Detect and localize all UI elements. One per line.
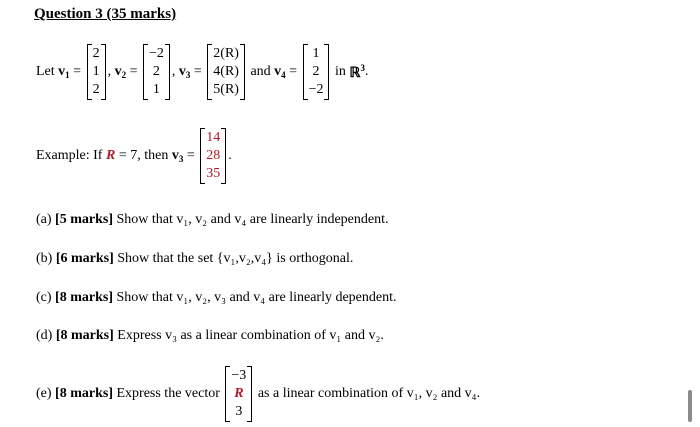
v1-vector: [87, 44, 106, 100]
v1-label: $v_1$: [58, 64, 70, 80]
part-a-text: Show that v₁, v₂ and v₄ are linearly independent.: [116, 212, 389, 227]
example-variable: R: [105, 148, 116, 163]
part-b-label: (b): [36, 251, 53, 266]
v1-entry: 1: [92, 64, 100, 79]
example-entry: 28: [206, 148, 221, 163]
v4-vector: [303, 44, 330, 100]
v2-entry: 2: [152, 64, 160, 79]
part-b-text: Show that the set {v₁,v₂,v₄} is orthogonal.: [117, 251, 354, 266]
v3-entry: 5(R): [213, 82, 239, 97]
example-entry: 14: [206, 130, 221, 145]
v4-label: $v_4$: [274, 64, 286, 80]
part-b: [36, 251, 353, 267]
part-d-label: (d): [36, 328, 53, 343]
v2-entry: 1: [152, 82, 160, 97]
real-space: ℝ$^3$: [349, 62, 365, 81]
part-a-marks: [5 marks]: [55, 212, 113, 227]
v3-label: $v_3$: [178, 64, 191, 80]
vector-definitions: Let $v_1$ = 2 1 2 , $v_2$ = −2 2 1 , $v_3$ = 2(R) 4(R) 5(R) and $v_4$ = 1 2 −2 in ℝ$^3$ .: [36, 44, 368, 100]
part-e-label: (e): [36, 386, 52, 401]
part-d-text: Express v₃ as a linear combination of v₁ and v₂.: [117, 328, 384, 343]
part-d-marks: [8 marks]: [55, 328, 114, 343]
part-b-marks: [6 marks]: [55, 251, 114, 266]
part-a-label: (a): [36, 212, 52, 227]
part-e-text-before: Express the vector: [116, 386, 220, 401]
part-a: [36, 212, 389, 228]
v4-entry: −2: [308, 82, 324, 97]
part-e-entry: R: [234, 386, 244, 401]
and-text: and: [250, 64, 271, 79]
example-entry: 35: [206, 166, 221, 181]
period: .: [364, 64, 369, 79]
example-period: .: [228, 148, 232, 163]
part-e-entry: −3: [231, 368, 247, 383]
part-c-marks: [8 marks]: [55, 290, 113, 305]
v3-entry: 4(R): [213, 64, 239, 79]
part-e-entry: 3: [235, 404, 243, 419]
example-equals: = 7, then: [118, 148, 169, 163]
in-text: in: [334, 64, 346, 79]
v3-entry: 2(R): [213, 46, 239, 61]
v1-entry: 2: [92, 46, 100, 61]
part-c-text: Show that v₁, v₂, v₃ and v₄ are linearly dependent.: [116, 290, 397, 305]
v4-entry: 2: [312, 64, 320, 79]
v2-vector: [143, 44, 170, 100]
v2-label: $v_2$: [114, 64, 127, 80]
example-v3-vector: [200, 128, 226, 184]
part-e-vector: [225, 366, 252, 422]
part-c-label: (c): [36, 290, 52, 305]
example-v3-label: $v_3$: [171, 148, 184, 164]
v1-entry: 2: [92, 82, 100, 97]
let-text: Let: [36, 64, 55, 79]
example-line: Example: If R = 7, then $v_3$ = 14 28 35 .: [36, 128, 232, 184]
part-e-marks: [8 marks]: [55, 386, 113, 401]
part-e: [36, 366, 480, 422]
part-e-text-after: as a linear combination of v₁, v₂ and v₄.: [257, 386, 481, 401]
v3-vector: [207, 44, 245, 100]
scrollbar-thumb[interactable]: [688, 390, 692, 422]
example-prefix: Example: If: [36, 148, 103, 163]
v2-entry: −2: [148, 46, 164, 61]
part-c: [36, 290, 397, 306]
v4-entry: 1: [312, 46, 320, 61]
question-title: Question 3 (35 marks): [34, 6, 177, 22]
part-d: [36, 328, 384, 344]
